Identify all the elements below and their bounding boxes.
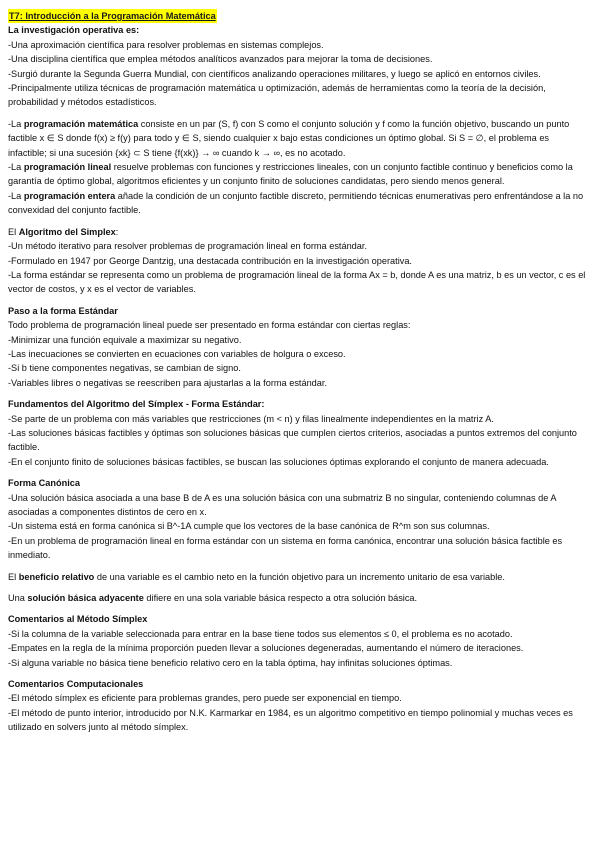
text-run: El: [8, 571, 19, 582]
term-bold: beneficio relativo: [18, 571, 95, 582]
list-item: -Las soluciones básicas factibles y óptimas son soluciones básicas que cumplen ciertos criterios, asociadas a puntos extremos del conjunto factible.: [8, 427, 577, 453]
term-bold: programación entera: [23, 190, 116, 201]
list-item: -Un sistema está en forma canónica si B^-1A cumple que los vectores de la base canónica de R^m son sus columnas.: [8, 521, 490, 532]
list-item: -El método de punto interior, introducido por N.K. Karmarkar en 1984, es un algoritmo competitivo en tiempo polinomial y muchas veces es utilizado en solvers junto al método símplex.: [8, 707, 573, 733]
list-item: -Si b tiene componentes negativas, se cambian de signo.: [8, 363, 241, 374]
list-item: -Una disciplina científica que emplea métodos analíticos avanzados para mejorar la toma de decisiones.: [8, 54, 433, 65]
section-forma-canonica: [8, 476, 589, 562]
list-item: -Empates en la regla de la mínima proporción pueden llevar a soluciones degeneradas, aumentando el número de iteraciones.: [8, 643, 524, 654]
paragraph-programacion-matematica: [8, 117, 589, 160]
list-item: -En el conjunto finito de soluciones básicas factibles, se buscan las soluciones óptimas explorando el conjunto de manera adecuada.: [8, 456, 549, 467]
section-comentarios-computacionales: [8, 677, 589, 735]
text-run: El: [8, 226, 19, 237]
document-title: T7: Introducción a la Programación Matemática: [8, 9, 217, 23]
section-fundamentos: [8, 397, 589, 469]
text-run: difiere en una sola variable básica respecto a otra solución básica.: [143, 593, 418, 604]
section-heading: La investigación operativa es:: [8, 25, 140, 36]
list-item: -La forma estándar se representa como un problema de programación lineal de la forma Ax = b, donde A es una matriz, b es un vector, c es el vector de costos, y x es el vector de variables.: [8, 269, 586, 295]
list-item: -Surgió durante la Segunda Guerra Mundial, con científicos analizando operaciones militares, y luego se aplicó en entornos civiles.: [8, 68, 541, 79]
list-item: -Se parte de un problema con más variables que restricciones (m < n) y filas linealmente independientes en la matriz A.: [8, 413, 494, 424]
paragraph-programacion-lineal: [8, 160, 589, 189]
list-item: -Las inecuaciones se convierten en ecuaciones con variables de holgura o exceso.: [8, 348, 346, 359]
section-investigacion-operativa: [8, 23, 589, 109]
list-item: -Una solución básica asociada a una base B de A es una solución básica con una submatriz B no singular, conteniendo columnas de A asociadas a componentes distintos de cero en x.: [8, 492, 557, 517]
list-item: -Minimizar una función equivale a maximizar su negativo.: [8, 334, 242, 345]
list-item: -Una aproximación científica para resolver problemas en sistemas complejos.: [8, 39, 324, 50]
paragraph-programacion-entera: [8, 189, 589, 218]
text-run: -La: [8, 162, 24, 173]
list-item: -El método símplex es eficiente para problemas grandes, pero puede ser exponencial en tiempo.: [8, 693, 402, 704]
text-run: Una: [8, 593, 28, 604]
paragraph-beneficio-relativo: [8, 570, 589, 584]
term-bold: solución básica adyacente: [27, 593, 144, 604]
section-heading: Forma Canónica: [8, 478, 80, 489]
text-run: -La: [8, 190, 24, 201]
text-run: -La: [8, 118, 24, 129]
term-bold: programación matemática: [23, 118, 139, 129]
title-block: [8, 9, 589, 23]
term-bold: Algoritmo del Simplex: [18, 226, 116, 237]
section-comentarios-simplex: [8, 612, 589, 670]
list-item: -Principalmente utiliza técnicas de programación matemática u optimización, además de herramientas como la teoría de la decisión, probabilidad y métodos estadísticos.: [8, 83, 546, 108]
section-heading: Fundamentos del Algoritmo del Símplex - Forma Estándar:: [8, 399, 265, 410]
list-item: -Un método iterativo para resolver problemas de programación lineal en forma estándar.: [8, 241, 368, 252]
list-item: -Si alguna variable no básica tiene beneficio relativo cero en la tabla óptima, hay infinitas soluciones óptimas.: [8, 657, 453, 668]
list-item: -Si la columna de la variable seleccionada para entrar en la base tiene todos sus elementos ≤ 0, el problema es no acotado.: [8, 628, 513, 639]
list-item: -En un problema de programación lineal en forma estándar con un sistema en forma canónica, encontrar una solución básica factible es inmediato.: [8, 535, 563, 561]
list-item: -Variables libres o negativas se reescriben para ajustarlas a la forma estándar.: [8, 377, 328, 388]
text-run: resuelve problemas con funciones y restricciones lineales, con un conjunto factible continuo y beneficios como la garantía de óptimo global, algoritmos eficientes y un conjunto finito de soluciones candidatas, pero siendo menos general.: [8, 162, 573, 187]
section-heading: Comentarios Computacionales: [8, 679, 144, 690]
text-run: de una variable es el cambio neto en la función objetivo para un incremento unitario de esa variable.: [94, 571, 505, 582]
section-programacion: [8, 117, 589, 218]
term-bold: programación lineal: [23, 162, 112, 173]
section-forma-estandar: [8, 304, 589, 390]
text-run: :: [115, 226, 119, 237]
text-run: añade la condición de un conjunto factible discreto, permitiendo técnicas enumerativas pero enfrentándose a la no convexidad del conjunto factible.: [8, 190, 584, 216]
paragraph-solucion-adyacente: [8, 591, 589, 605]
section-heading: [8, 225, 589, 239]
section-heading: Paso a la forma Estándar: [8, 305, 118, 316]
list-item: Todo problema de programación lineal puede ser presentado en forma estándar con ciertas reglas:: [8, 320, 411, 331]
text-run: consiste en un par (S, f) con S como el conjunto solución y f como la función objetivo, buscando un punto factible x ∈ S donde f(x) ≥ f(y) para todo y ∈ S, siendo cualquier x bajo estas condiciones un óptimo global. Si S = ∅, el problema es infactible; si una sucesión {xk} ⊂ S tiene {f(xk)} → ∞ cuando k → ∞, es no acotado.: [8, 118, 570, 158]
list-item: -Formulado en 1947 por George Dantzig, una destacada contribución en la investigación operativa.: [8, 255, 412, 266]
section-heading: Comentarios al Método Símplex: [8, 614, 148, 625]
section-algoritmo-simplex: [8, 225, 589, 297]
